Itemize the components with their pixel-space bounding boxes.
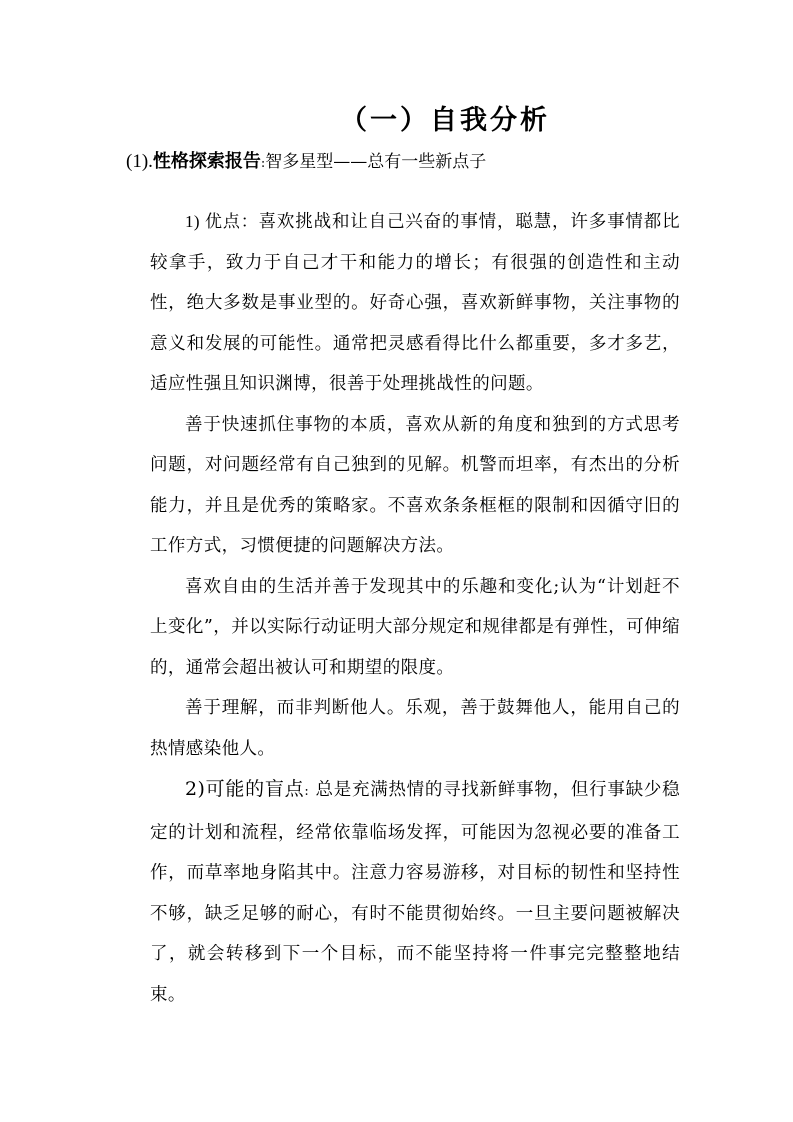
paragraph-strengths (150, 202, 680, 405)
paragraph-strengths-3: 喜欢自由的生活并善于发现其中的乐趣和变化;认为“计划赶不上变化”，并以实际行动证明大部分规定和规律都是有弹性，可伸缩的，通常会超出被认可和期望的限度。 (150, 576, 680, 678)
paragraph-strengths-2: 善于快速抓住事物的本质，喜欢从新的角度和独到的方式思考问题，对问题经常有自己独到的见解。机警而坦率，有杰出的分析能力，并且是优秀的策略家。不喜欢条条框框的限制和因循守旧的工作方式，习惯便捷的问题解决方法。 (150, 414, 680, 556)
subheading-label: 性格探索报告 (152, 151, 261, 172)
subheading-number: (1). (126, 151, 153, 172)
paragraph-strengths-4: 善于理解，而非判断他人。乐观，善于鼓舞他人，能用自己的热情感染他人。 (150, 698, 680, 759)
subheading-colon: : (260, 156, 266, 171)
paragraph-blind-spots (150, 769, 680, 1015)
blind-spots-colon: : (304, 784, 310, 799)
strengths-text: 喜欢挑战和让自己兴奋的事情，聪慧，许多事情都比较拿手，致力于自己才干和能力的增长；有很强的创造性和主动性，绝大多数是事业型的。好奇心强，喜欢新鲜事物，关注事物的意义和发展的可能性。通常把灵感看得比什么都重要，多才多艺，适应性强且知识渊博，很善于处理挑战性的问题。 (150, 212, 680, 394)
report-body (150, 202, 680, 1015)
strengths-label: 1) 优点： (185, 212, 259, 231)
personality-type: 智多星型——总有一些新点子 (265, 152, 487, 172)
blind-spots-label: 2)可能的盲点 (185, 778, 305, 800)
blind-spots-text: 总是充满热情的寻找新鲜事物，但行事缺少稳定的计划和流程，经常依靠临场发挥，可能因为忽视必要的准备工作，而草率地身陷其中。注意力容易游移，对目标的韧性和坚持性不够，缺乏足够的耐心，有时不能贯彻始终。一旦主要问题被解决了，就会转移到下一个目标，而不能坚持将一件事完完整整地结束。 (150, 780, 680, 1005)
report-subheading (126, 147, 486, 173)
section-title: （一）自我分析 (340, 105, 550, 136)
